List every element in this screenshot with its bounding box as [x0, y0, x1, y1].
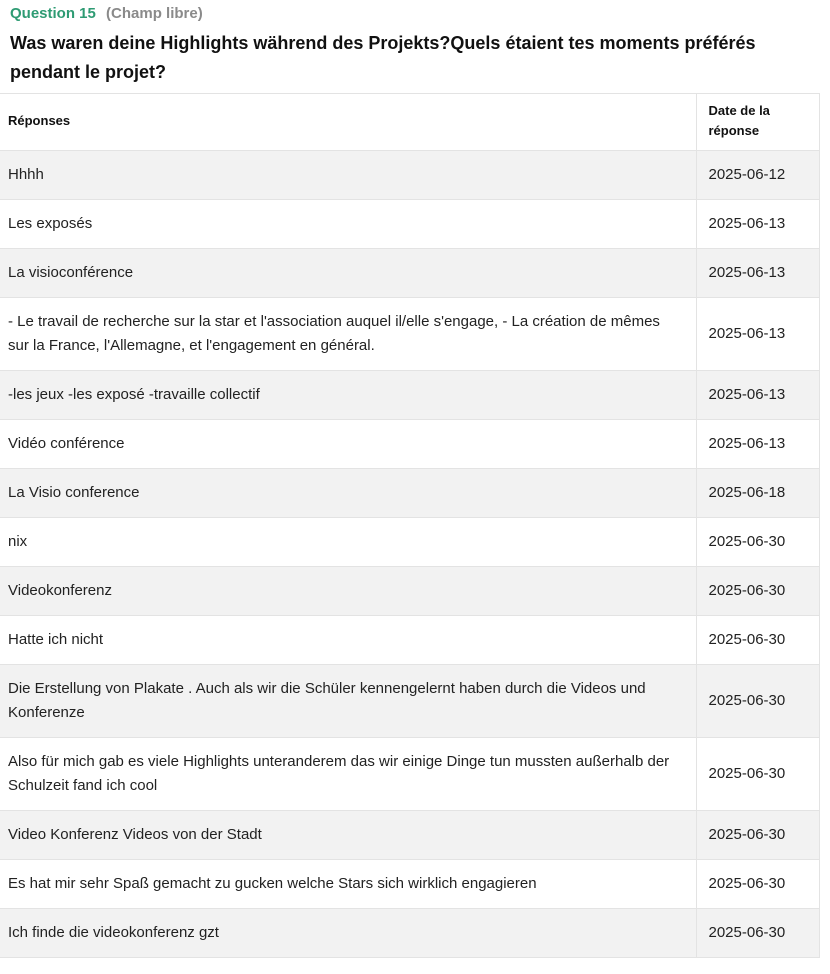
response-date: 2025-06-13 — [696, 200, 819, 249]
table-row — [0, 151, 819, 200]
response-date: 2025-06-13 — [696, 249, 819, 298]
response-text: Es hat mir sehr Spaß gemacht zu gucken welche Stars sich wirklich engagieren — [0, 860, 696, 909]
responses-table — [0, 93, 820, 958]
table-row — [0, 298, 819, 371]
table-row — [0, 811, 819, 860]
response-date: 2025-06-30 — [696, 860, 819, 909]
response-date: 2025-06-30 — [696, 665, 819, 738]
table-header-row — [0, 94, 819, 151]
response-text: Vidéo conférence — [0, 420, 696, 469]
table-row — [0, 371, 819, 420]
response-text: -les jeux -les exposé -travaille collectif — [0, 371, 696, 420]
question-number: Question 15 — [10, 5, 96, 22]
response-date: 2025-06-13 — [696, 371, 819, 420]
response-date: 2025-06-30 — [696, 909, 819, 958]
response-text: Hatte ich nicht — [0, 616, 696, 665]
response-date: 2025-06-12 — [696, 151, 819, 200]
response-date: 2025-06-30 — [696, 616, 819, 665]
response-text: La visioconférence — [0, 249, 696, 298]
response-date: 2025-06-30 — [696, 518, 819, 567]
response-date: 2025-06-30 — [696, 811, 819, 860]
date-column-header: Date de la réponse — [696, 94, 819, 151]
responses-column-header: Réponses — [0, 94, 696, 151]
response-text: La Visio conference — [0, 469, 696, 518]
table-row — [0, 420, 819, 469]
table-row — [0, 469, 819, 518]
response-date: 2025-06-30 — [696, 567, 819, 616]
response-date: 2025-06-13 — [696, 298, 819, 371]
response-text: Also für mich gab es viele Highlights unteranderem das wir einige Dinge tun mussten außerhalb der Schulzeit fand ich cool — [0, 738, 696, 811]
table-row — [0, 665, 819, 738]
table-row — [0, 518, 819, 567]
response-text: Videokonferenz — [0, 567, 696, 616]
question-type: (Champ libre) — [106, 5, 203, 22]
table-row — [0, 738, 819, 811]
question-header — [0, 0, 830, 25]
question-title: Was waren deine Highlights während des Projekts?Quels étaient tes moments préférés pendant le projet? — [10, 33, 756, 82]
response-text: nix — [0, 518, 696, 567]
response-date: 2025-06-18 — [696, 469, 819, 518]
response-text: Ich finde die videokonferenz gzt — [0, 909, 696, 958]
table-row — [0, 200, 819, 249]
response-text: Video Konferenz Videos von der Stadt — [0, 811, 696, 860]
response-text: Hhhh — [0, 151, 696, 200]
table-row — [0, 909, 819, 958]
response-date: 2025-06-13 — [696, 420, 819, 469]
table-body — [0, 151, 819, 958]
response-text: Die Erstellung von Plakate . Auch als wir die Schüler kennengelernt haben durch die Videos und Konferenze — [0, 665, 696, 738]
table-row — [0, 567, 819, 616]
table-row — [0, 616, 819, 665]
response-text: Les exposés — [0, 200, 696, 249]
response-date: 2025-06-30 — [696, 738, 819, 811]
table-row — [0, 249, 819, 298]
response-text: - Le travail de recherche sur la star et l'association auquel il/elle s'engage, - La création de mêmes sur la France, l'Allemagne, et l'engagement en général. — [0, 298, 696, 371]
table-row — [0, 860, 819, 909]
